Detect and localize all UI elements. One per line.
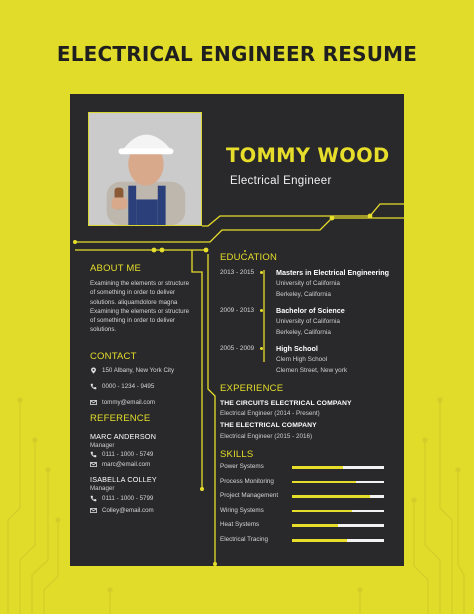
education-heading: EDUCATION xyxy=(220,252,278,263)
reference-2-role: Manager xyxy=(90,485,115,492)
education-1-place: Berkeley, California xyxy=(276,291,331,298)
candidate-name: TOMMY WOOD xyxy=(226,144,390,167)
skill-name: Heat Systems xyxy=(220,521,260,529)
reference-1-phone xyxy=(90,451,153,458)
skill-name: Process Monitoring xyxy=(220,477,274,485)
contact-phone-text: 0000 - 1234 - 9495 xyxy=(102,383,155,390)
skill-level-fill xyxy=(292,466,343,469)
education-1-degree: Masters in Electrical Engineering xyxy=(276,268,390,277)
reference-2-phone-text: 0111 - 1000 - 5799 xyxy=(102,495,154,502)
candidate-title: Electrical Engineer xyxy=(230,175,332,187)
education-3-school: Clem High School xyxy=(276,356,328,363)
skill-level-fill xyxy=(292,481,356,484)
reference-2-name: ISABELLA COLLEY xyxy=(90,475,157,484)
experience-1-role: Electrical Engineer (2014 - Present) xyxy=(220,410,320,417)
reference-2-email-text: Colley@email.com xyxy=(102,507,154,514)
reference-1-role: Manager xyxy=(90,442,115,449)
reference-heading: REFERENCE xyxy=(90,413,151,424)
education-2-years: 2009 - 2013 xyxy=(220,307,255,314)
skill-level-bar xyxy=(292,481,384,484)
education-3-place: Clemen Street, New york xyxy=(276,367,348,374)
contact-heading: CONTACT xyxy=(90,351,137,362)
phone-icon xyxy=(90,495,97,502)
envelope-icon xyxy=(90,461,97,468)
education-3-degree: High School xyxy=(276,344,318,353)
reference-1-phone-text: 0111 - 1000 - 5749 xyxy=(102,451,154,458)
experience-2-company: THE ELECTRICAL COMPANY xyxy=(220,422,317,429)
education-2-place: Berkeley, California xyxy=(276,329,331,336)
skill-level-fill xyxy=(292,510,352,513)
poster-title: ELECTRICAL ENGINEER RESUME xyxy=(56,42,418,66)
skill-level-bar xyxy=(292,510,384,513)
education-2-degree: Bachelor of Science xyxy=(276,306,345,315)
contact-address-text: 150 Albany, New York City xyxy=(102,367,175,374)
skill-level-bar xyxy=(292,539,384,542)
about-text: Examining the elements or structure of something in order to deliver solutions. aliquamdolore magna Examining the elements or structure of something in order to deliver solutions. xyxy=(90,280,190,334)
reference-1-email-text: marc@email.com xyxy=(102,461,151,468)
skill-level-bar xyxy=(292,466,384,469)
skill-level-fill xyxy=(292,524,338,527)
experience-1-company: THE CIRCUITS ELECTRICAL COMPANY xyxy=(220,400,352,407)
education-2-school: University of California xyxy=(276,318,340,325)
contact-address xyxy=(90,367,174,374)
skills-heading: SKILLS xyxy=(220,449,254,460)
experience-heading: EXPERIENCE xyxy=(220,383,284,394)
contact-email xyxy=(90,399,155,406)
skill-level-bar xyxy=(292,524,384,527)
skill-level-fill xyxy=(292,495,370,498)
skill-name: Electrical Tracing xyxy=(220,536,268,543)
timeline-dot xyxy=(260,309,263,312)
about-heading: ABOUT ME xyxy=(90,263,142,274)
timeline-dot xyxy=(260,347,263,350)
skill-name: Wiring Systems xyxy=(220,506,264,514)
envelope-icon xyxy=(90,507,97,514)
reference-1-name: MARC ANDERSON xyxy=(90,432,157,441)
education-3-years: 2005 - 2009 xyxy=(220,345,255,352)
engineer-portrait-image xyxy=(89,113,201,225)
skill-level-bar xyxy=(292,495,384,498)
resume-sheet xyxy=(70,94,404,566)
experience-2-role: Electrical Engineer (2015 - 2016) xyxy=(220,433,313,440)
skill-name: Project Management xyxy=(220,492,279,500)
phone-icon xyxy=(90,383,97,390)
contact-phone xyxy=(90,383,154,390)
phone-icon xyxy=(90,451,97,458)
reference-2-email xyxy=(90,507,154,514)
skill-level-fill xyxy=(292,539,347,542)
profile-photo xyxy=(88,112,202,226)
reference-1-email xyxy=(90,461,150,468)
skill-name: Power Systems xyxy=(220,463,264,470)
reference-2-phone xyxy=(90,495,153,502)
location-pin-icon xyxy=(90,367,97,374)
timeline-dot xyxy=(260,271,263,274)
education-1-school: University of California xyxy=(276,280,340,287)
envelope-icon xyxy=(90,399,97,406)
contact-email-text: tommy@email.com xyxy=(102,399,156,406)
education-1-years: 2013 - 2015 xyxy=(220,269,255,276)
